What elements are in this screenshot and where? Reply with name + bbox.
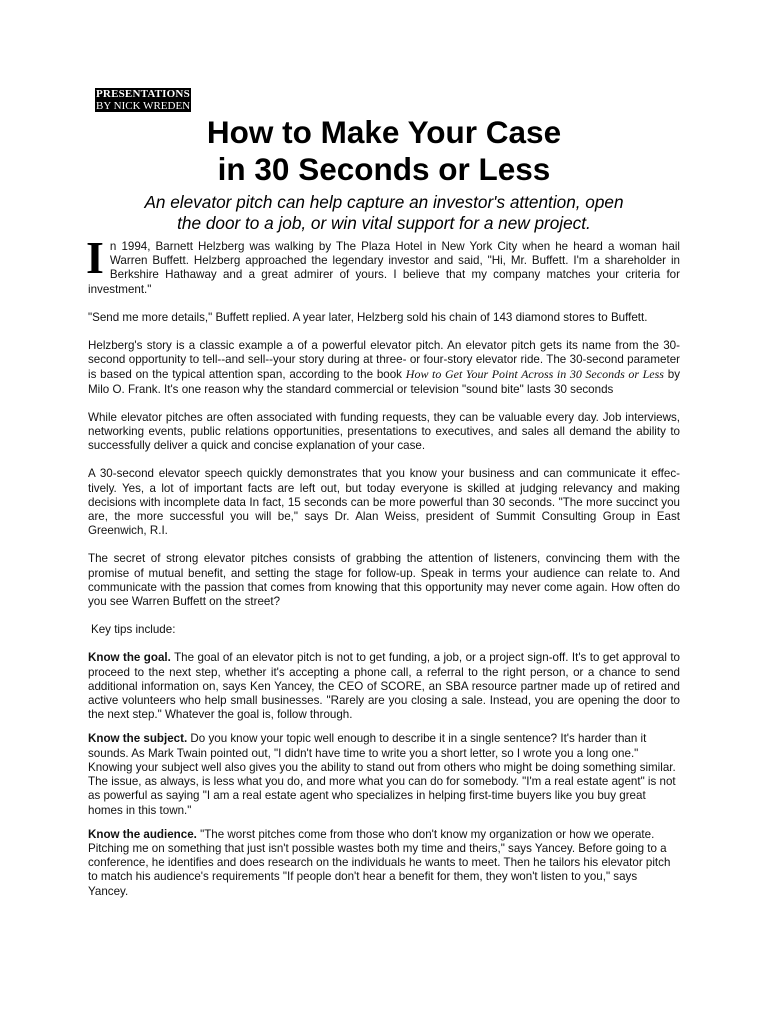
article-page bbox=[88, 88, 680, 899]
title-line-1: How to Make Your Case bbox=[206, 114, 562, 150]
tip-text-subject: Do you know your topic well enough to describe it in a single sentence? It's harder than it sounds. As Mark Twain pointed out, "I didn't have time to write you a short letter, so I wrote you a long one." Knowing your subject well also gives you the ability to stand out from others who might be doing something similar. The issue, as always, is less what you do, and more what you can do for somebody. "I'm a real estate agent" is not as powerful as saying "I am a real estate agent who specializes in helping first-time buyers like you buy great homes in this town." bbox=[88, 732, 676, 817]
article-title bbox=[88, 114, 680, 188]
tip-heading-audience: Know the audience. bbox=[88, 827, 197, 841]
tip-know-the-subject bbox=[88, 732, 680, 817]
paragraph-elevator-definition-end: by Milo O. Frank. It's one reason why the standard commercial or television "sound bite" lasts 30 seconds bbox=[88, 368, 680, 396]
paragraph-intro-text: n 1994, Barnett Helzberg was walking by The Plaza Hotel in New York City when he heard a woman hail Warren Buffett. Helzberg approached the legendary investor and said, "Hi, Mr. Buffett. I'm a shareholder in Berkshire Hathaway and a great admirer of yours. I believe that my company matches your criteria for investment." bbox=[88, 240, 680, 296]
tips-intro: Key tips include: bbox=[91, 623, 176, 637]
article-dek bbox=[88, 192, 680, 234]
paragraph-elevator-definition bbox=[88, 339, 680, 397]
paragraph-everyday-value: While elevator pitches are often associated with funding requests, they can be valuable every day. Job interviews, networking events, public relations opportunities, presentations to executives, and sales all demand the ability to successfully deliver a quick and concise explanation of your case. bbox=[88, 410, 680, 453]
tip-know-the-goal bbox=[88, 651, 680, 722]
paragraph-secret: The secret of strong elevator pitches consists of grabbing the attention of listeners, convincing them with the promise of mutual benefit, and setting the stage for follow-up. Speak in terms your audience can relate to. And communicate with the passion that comes from knowing that this opportunity may never come again. How often do you see Warren Buffett on the street? bbox=[88, 552, 680, 609]
dek-line-1: An elevator pitch can help capture an investor's attention, open bbox=[144, 192, 624, 212]
tip-text-goal: The goal of an elevator pitch is not to get funding, a job, or a project sign-off. It's to get approval to proceed to the next step, whether it's accepting a phone call, a referral to the right person, or a chance to send additional information on, says Ken Yancey, the CEO of SCORE, an SBA resource partner made up of retired and active volunteers who help small businesses. "Rarely are you closing a sale. Instead, you are opening the door to the next step." Whatever the goal is, follow through. bbox=[88, 651, 680, 722]
section-label: PRESENTATIONS bbox=[96, 88, 190, 100]
paragraph-30-second-speech: A 30-second elevator speech quickly demonstrates that you know your business and can communicate it effec-tively. Yes, a lot of important facts are left out, but today everyone is skilled at judging relevancy and making decisions with incomplete data In fact, 15 seconds can be more powerful than 30 seconds. "The more succinct you are, the more successful you will be," says Dr. Alan Weiss, president of Summit Consulting Group in East Greenwich, R.I. bbox=[88, 467, 680, 538]
tip-know-the-audience bbox=[88, 828, 680, 899]
tip-text-audience: "The worst pitches come from those who don't know my organization or how we operate. Pitching me on something that just isn't possible wastes both my time and theirs," says Yancey. Before going to a conference, he identifies and does research on the individuals he wants to meet. Then he tailors his elevator pitch to match his audience's requirements "If people don't hear a benefit for them, they won't listen to you," says Yancey. bbox=[88, 827, 671, 898]
dek-line-2: the door to a job, or win vital support for a new project. bbox=[177, 213, 591, 233]
header-labels bbox=[88, 88, 680, 112]
book-title: How to Get Your Point Across in 30 Seconds or Less bbox=[405, 367, 664, 382]
tip-heading-goal: Know the goal. bbox=[88, 651, 171, 665]
paragraph-intro bbox=[86, 232, 680, 297]
drop-cap: I bbox=[86, 232, 104, 283]
paragraph-elevator-definition-start: Helzberg's story is a classic example a of a powerful elevator pitch. An elevator pitch gets its name from the 30-second opportunity to tell--and sell--your story during at three- or four-story elevator ride. The 30-second parameter is based on the typical attention span, according to the book bbox=[88, 339, 680, 382]
title-line-2: in 30 Seconds or Less bbox=[217, 151, 551, 187]
byline: BY NICK WREDEN bbox=[96, 100, 191, 112]
tip-heading-subject: Know the subject. bbox=[88, 732, 188, 746]
paragraph-buffett-reply: "Send me more details," Buffett replied. A year later, Helzberg sold his chain of 143 diamond stores to Buffett. bbox=[88, 310, 648, 324]
